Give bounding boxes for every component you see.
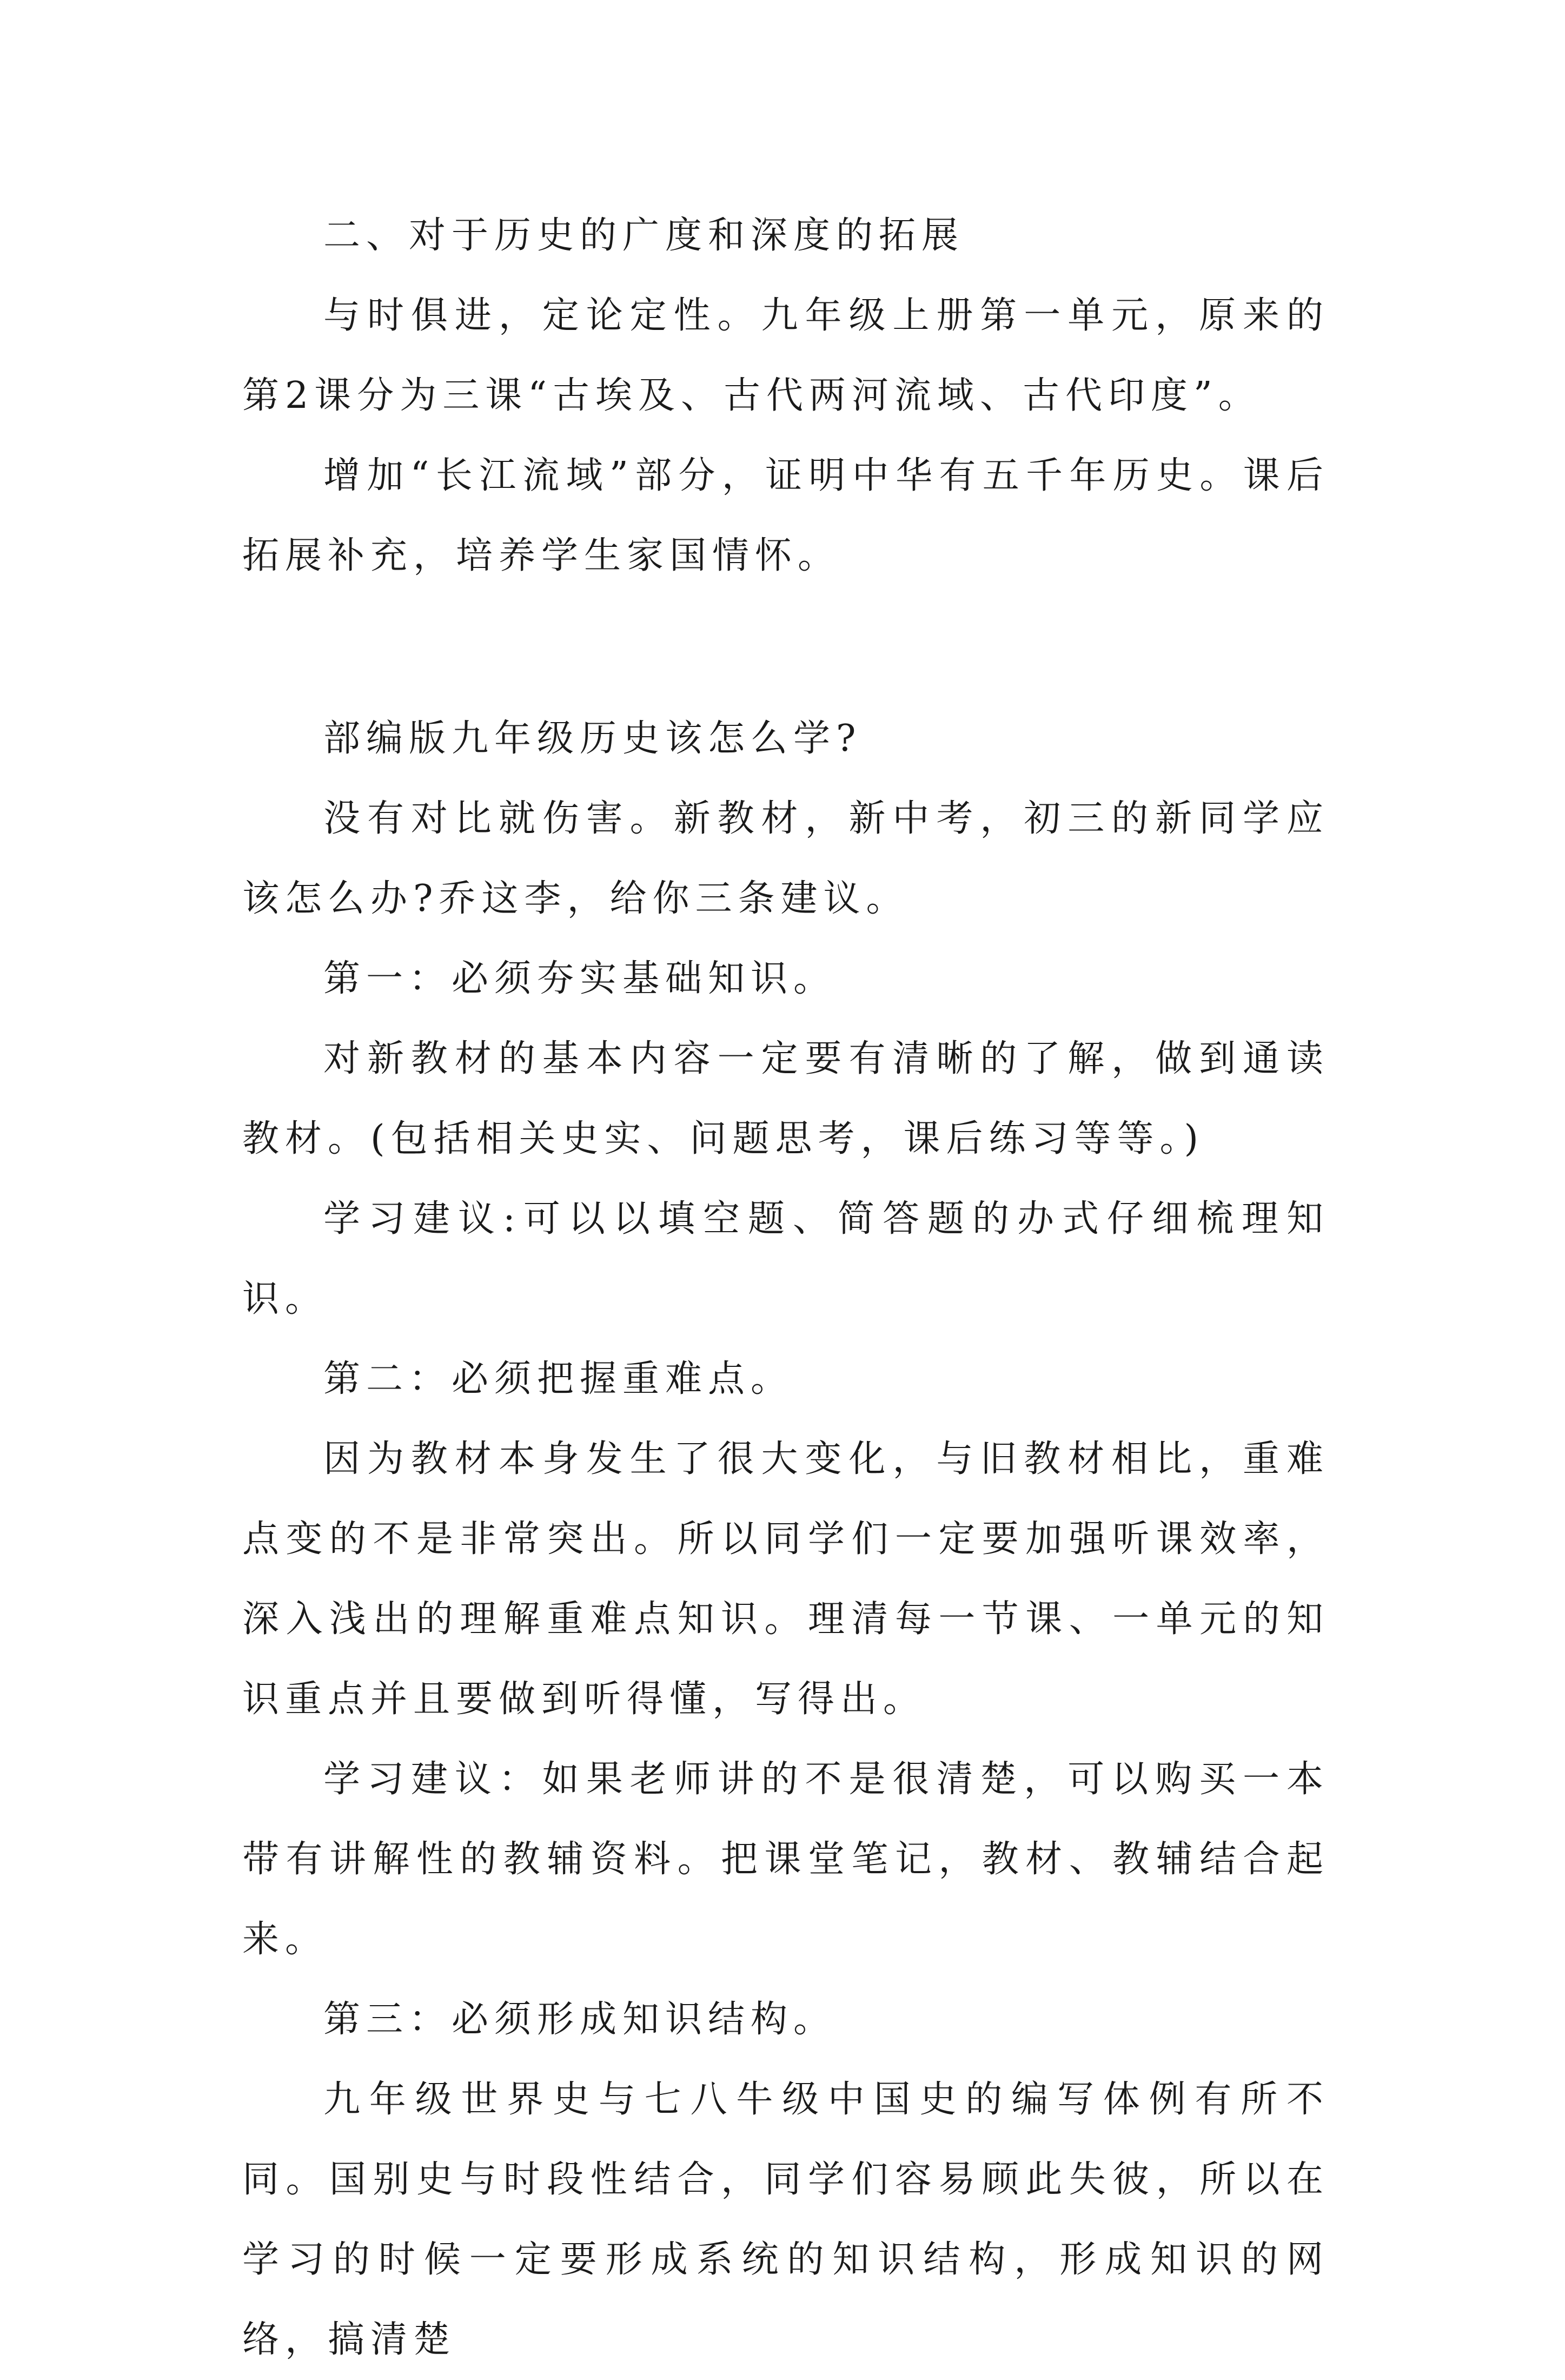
section-title: 部编版九年级历史该怎么学? <box>323 717 862 760</box>
paragraph: 第一：必须夯实基础知识。 <box>323 957 837 1000</box>
paragraph: 第三：必须形成知识结构。 <box>323 1998 837 2041</box>
paragraph: 增加“长江流域”部分，证明中华有五千年历史。课后拓展补充，培养学生家国情怀。 <box>242 454 1329 577</box>
paragraph: 学习建议：如果老师讲的不是很清楚，可以购买一本带有讲解性的教辅资料。把课堂笔记，教材、教辅结合起来。 <box>242 1758 1329 1961</box>
paragraph: 第二：必须把握重难点。 <box>323 1358 794 1400</box>
paragraph: 没有对比就伤害。新教材，新中考，初三的新同学应该怎么办?乔这李，给你三条建议。 <box>242 797 1329 920</box>
paragraph: 与时俱进，定论定性。九年级上册第一单元，原来的第2课分为三课“古埃及、古代两河流域、古代印度”。 <box>242 294 1329 417</box>
section-heading: 二、对于历史的广度和深度的拓展 <box>323 214 965 257</box>
paragraph: 因为教材本身发生了很大变化，与旧教材相比，重难点变的不是非常突出。所以同学们一定要加强听课效率，深入浅出的理解重难点知识。理清每一节课、一单元的知识重点并且要做到听得懂，写得出。 <box>242 1438 1329 1721</box>
section-spacer <box>242 596 1329 699</box>
paragraph: 九年级世界史与七八牛级中国史的编写体例有所不同。国别史与时段性结合，同学们容易顾此失彼，所以在学习的时候一定要形成系统的知识结构，形成知识的网络，搞清楚 <box>242 2078 1329 2361</box>
paragraph: 对新教材的基本内容一定要有清晰的了解，做到通读教材。(包括相关史实、问题思考，课后练习等等。) <box>242 1037 1329 1160</box>
document-body <box>242 196 1329 2380</box>
paragraph: 学习建议:可以以填空题、简答题的办式仔细梳理知识。 <box>242 1198 1329 1320</box>
